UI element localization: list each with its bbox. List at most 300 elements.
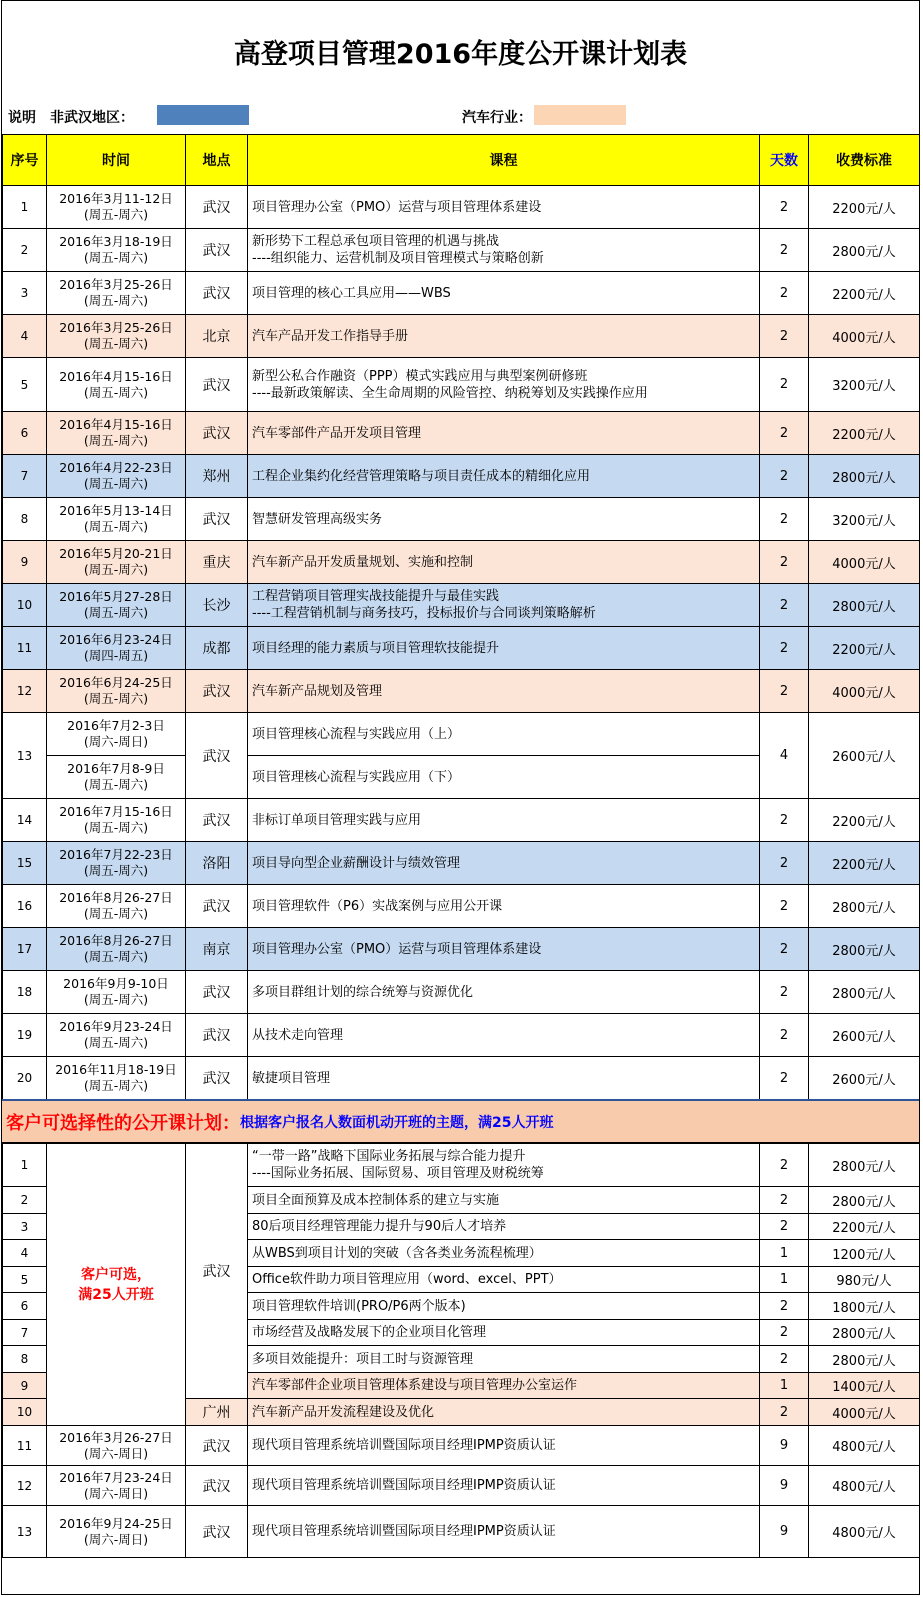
- row-course: [248, 1320, 760, 1346]
- table-row: [3, 1506, 920, 1558]
- row-course: [248, 498, 760, 541]
- row-time: [47, 186, 186, 229]
- row-course-title: 汽车新产品开发流程建设及优化: [252, 1404, 435, 1420]
- row-time-weekdays: (周五-周六): [83, 384, 149, 400]
- table-row: [3, 928, 920, 971]
- row-time-weekdays: (周五-周六): [83, 1035, 149, 1050]
- row-location: 武汉: [186, 1426, 248, 1466]
- row-no: 3: [3, 1214, 47, 1240]
- row-location: 武汉: [186, 799, 248, 842]
- row-fee: 2800元/人: [809, 1320, 920, 1346]
- row-time: [47, 358, 186, 412]
- row-course-title: Office软件助力项目管理应用（word、excel、PPT）: [252, 1272, 562, 1287]
- row-course-title: 工程企业集约化经营管理策略与项目责任成本的精细化应用: [252, 468, 591, 484]
- row-location: 南京: [186, 928, 248, 971]
- header-location: 地点: [186, 135, 248, 186]
- table-row: [3, 1466, 920, 1506]
- row-fee: 4000元/人: [809, 541, 920, 584]
- row-course-subtitle: ----工程营销机制与商务技巧，投标报价与合同谈判策略解析: [252, 606, 596, 621]
- row-location: 郑州: [186, 455, 248, 498]
- table-row: [3, 186, 920, 229]
- row-course-title: 项目管理办公室（PMO）运营与项目管理体系建设: [252, 941, 542, 957]
- row-course-title: 新型公私合作融资（PPP）模式实践应用与典型案例研修班: [252, 368, 588, 384]
- row-days: 2: [760, 842, 809, 885]
- row-time-dates: 2016年9月9-10日: [63, 976, 169, 991]
- row-course: [248, 799, 760, 842]
- row-fee: 2600元/人: [809, 713, 920, 799]
- table-row: [3, 1144, 920, 1187]
- row-no: 5: [3, 1267, 47, 1293]
- row-no: 5: [3, 358, 47, 412]
- row-days: 2: [760, 885, 809, 928]
- row-days: 2: [760, 1399, 809, 1426]
- row-no: 2: [3, 1187, 47, 1214]
- main-schedule-table: [2, 134, 920, 1100]
- row-fee: 4800元/人: [809, 1466, 920, 1506]
- row-course: 现代项目管理系统培训暨国际项目经理IPMP资质认证: [248, 1426, 760, 1466]
- row-time-dates: 2016年4月22-23日: [59, 460, 173, 475]
- row-no: 9: [3, 541, 47, 584]
- row-time: [47, 756, 186, 799]
- row-time-weekdays: (周五-周六): [83, 336, 149, 351]
- row-days: 2: [760, 928, 809, 971]
- row-course-title: 汽车新产品规划及管理: [252, 683, 383, 699]
- row-no: 14: [3, 799, 47, 842]
- row-time-dates: 2016年7月8-9日: [67, 761, 165, 776]
- row-location: 武汉: [186, 498, 248, 541]
- row-fee: 2200元/人: [809, 412, 920, 455]
- row-time-weekdays: (周四-周五): [83, 648, 149, 663]
- table-row: [3, 627, 920, 670]
- row-time: [47, 670, 186, 713]
- row-no: 19: [3, 1014, 47, 1057]
- row-time: [47, 455, 186, 498]
- row-fee: 4000元/人: [809, 1399, 920, 1426]
- row-course-title: 汽车零部件产品开发项目管理: [252, 425, 422, 441]
- row-no: 13: [3, 1506, 47, 1558]
- row-time-weekdays: (周五-周六): [83, 519, 149, 534]
- row-fee: 1400元/人: [809, 1373, 920, 1399]
- row-fee: 4000元/人: [809, 315, 920, 358]
- row-time-dates: 2016年4月15-16日: [59, 368, 173, 384]
- row-location: 武汉: [186, 186, 248, 229]
- row-days: 2: [760, 1214, 809, 1240]
- row-time: [47, 1014, 186, 1057]
- row-no: 7: [3, 1320, 47, 1346]
- row-no: 6: [3, 1293, 47, 1320]
- row-no: 11: [3, 1426, 47, 1466]
- row-days: 2: [760, 670, 809, 713]
- page-title: 高登项目管理2016年度公开课计划表: [233, 38, 688, 70]
- row-course-title: “一带一路”战略下国际业务拓展与综合能力提升: [252, 1149, 526, 1164]
- row-no: 17: [3, 928, 47, 971]
- row-time-dates: 2016年9月24-25日: [59, 1515, 173, 1531]
- row-days: 2: [760, 229, 809, 272]
- table-row: [3, 1057, 920, 1100]
- row-course: [248, 842, 760, 885]
- optional-note: [47, 1265, 185, 1305]
- row-course-subtitle: ----组织能力、运营机制及项目管理模式与策略创新: [252, 251, 544, 266]
- row-time-weekdays: (周五-周六): [83, 562, 149, 577]
- table-row: [3, 272, 920, 315]
- row-days: 9: [760, 1466, 809, 1506]
- optional-note-cell: [47, 1144, 186, 1426]
- row-location: 广州: [186, 1399, 248, 1426]
- row-days: 1: [760, 1240, 809, 1267]
- row-course: [248, 1240, 760, 1267]
- row-course: [248, 584, 760, 627]
- row-fee: 2200元/人: [809, 186, 920, 229]
- row-course: [248, 885, 760, 928]
- optional-note-line2: 满25人开班: [78, 1286, 154, 1303]
- row-time-dates: 2016年6月23-24日: [59, 632, 173, 647]
- row-time: [47, 272, 186, 315]
- row-time-weekdays: (周五-周六): [83, 250, 149, 265]
- table-row: [3, 713, 920, 756]
- table-row: [3, 541, 920, 584]
- row-time-weekdays: (周五-周六): [83, 691, 149, 706]
- row-time: [47, 885, 186, 928]
- row-course-subtitle: ----国际业务拓展、国际贸易、项目管理及财税统筹: [252, 1166, 544, 1181]
- schedule-sheet: [1, 0, 920, 1595]
- row-time-dates: 2016年3月25-26日: [59, 320, 173, 335]
- row-time-weekdays: (周六-周日): [83, 1445, 149, 1461]
- row-course: [248, 928, 760, 971]
- table-row: [3, 799, 920, 842]
- optional-section-title: 客户可选择性的公开课计划：: [6, 1112, 240, 1134]
- row-course-title: 工程营销项目管理实战技能提升与最佳实践: [252, 589, 500, 604]
- row-no: 8: [3, 1346, 47, 1373]
- row-location: 武汉: [186, 1057, 248, 1100]
- row-days: 2: [760, 627, 809, 670]
- row-days: 2: [760, 315, 809, 358]
- row-time: [47, 1466, 186, 1506]
- table-row: [3, 498, 920, 541]
- row-time: [47, 412, 186, 455]
- row-course-title: 项目导向型企业薪酬设计与绩效管理: [252, 855, 461, 871]
- row-time-weekdays: (周五-周六): [83, 949, 149, 964]
- legend-non-wuhan-label: 非武汉地区：: [50, 110, 134, 126]
- row-time-weekdays: (周五-周六): [83, 433, 149, 448]
- row-days: 1: [760, 1373, 809, 1399]
- row-course: [248, 1346, 760, 1373]
- row-time: [47, 541, 186, 584]
- row-fee: 2200元/人: [809, 627, 920, 670]
- row-location: 武汉: [186, 885, 248, 928]
- row-time-dates: 2016年5月20-21日: [59, 546, 173, 561]
- row-days: 1: [760, 1267, 809, 1293]
- row-course-title: 从WBS到项目计划的突破（含各类业务流程梳理）: [252, 1245, 542, 1261]
- row-location: 成都: [186, 627, 248, 670]
- row-fee: 2600元/人: [809, 1057, 920, 1100]
- row-time-dates: 2016年3月11-12日: [59, 191, 173, 206]
- row-course: [248, 1014, 760, 1057]
- row-fee: 2800元/人: [809, 1346, 920, 1373]
- row-course: 项目管理核心流程与实践应用（上）: [248, 713, 760, 756]
- row-no: 1: [3, 186, 47, 229]
- row-course: [248, 1214, 760, 1240]
- row-time-weekdays: (周六-周日): [83, 734, 149, 749]
- row-time-weekdays: (周五-周六): [83, 992, 149, 1007]
- row-no: 18: [3, 971, 47, 1014]
- optional-section-banner: [2, 1099, 919, 1143]
- row-time-dates: 2016年3月25-26日: [59, 277, 173, 292]
- row-time-weekdays: (周五-周六): [83, 1078, 149, 1093]
- row-course: 现代项目管理系统培训暨国际项目经理IPMP资质认证: [248, 1466, 760, 1506]
- row-days: 2: [760, 186, 809, 229]
- row-no: 1: [3, 1144, 47, 1187]
- row-days: 2: [760, 1293, 809, 1320]
- row-fee: 1800元/人: [809, 1293, 920, 1320]
- row-no: 16: [3, 885, 47, 928]
- row-time: [47, 1506, 186, 1558]
- header-time: 时间: [47, 135, 186, 186]
- row-course: [248, 229, 760, 272]
- row-course-title: 新形势下工程总承包项目管理的机遇与挑战: [252, 234, 500, 249]
- row-course-subtitle: ----最新政策解读、全生命周期的风险管控、纳税筹划及实践操作应用: [252, 385, 648, 401]
- row-days: 2: [760, 1144, 809, 1187]
- row-time-dates: 2016年8月26-27日: [59, 890, 173, 905]
- table-row: [3, 315, 920, 358]
- row-course-title: 智慧研发管理高级实务: [252, 511, 383, 527]
- row-course-title: 汽车新产品开发质量规划、实施和控制: [252, 554, 474, 570]
- row-location: 武汉: [186, 670, 248, 713]
- row-no: 15: [3, 842, 47, 885]
- row-no: 13: [3, 713, 47, 799]
- row-days: 2: [760, 1346, 809, 1373]
- row-location: 武汉: [186, 229, 248, 272]
- row-course: [248, 315, 760, 358]
- row-fee: 3200元/人: [809, 498, 920, 541]
- row-fee: 4800元/人: [809, 1506, 920, 1558]
- row-location: 武汉: [186, 971, 248, 1014]
- row-location: 重庆: [186, 541, 248, 584]
- row-time-weekdays: (周五-周六): [83, 777, 149, 792]
- row-days: 2: [760, 584, 809, 627]
- row-time-dates: 2016年7月15-16日: [59, 804, 173, 819]
- row-time-dates: 2016年5月27-28日: [59, 589, 173, 604]
- row-fee: 2800元/人: [809, 971, 920, 1014]
- row-location: 洛阳: [186, 842, 248, 885]
- row-no: 12: [3, 1466, 47, 1506]
- row-time-dates: 2016年5月13-14日: [59, 503, 173, 518]
- row-course: 项目管理核心流程与实践应用（下）: [248, 756, 760, 799]
- row-fee: 2200元/人: [809, 1214, 920, 1240]
- table-row: [3, 1014, 920, 1057]
- row-location: 北京: [186, 315, 248, 358]
- row-fee: 2200元/人: [809, 842, 920, 885]
- row-course: [248, 627, 760, 670]
- row-fee: 4000元/人: [809, 670, 920, 713]
- row-course-title: 项目管理的核心工具应用——WBS: [252, 285, 451, 301]
- row-days: 2: [760, 272, 809, 315]
- row-days: 9: [760, 1426, 809, 1466]
- row-course-title: 从技术走向管理: [252, 1027, 344, 1043]
- row-time-weekdays: (周六-周日): [83, 1531, 149, 1547]
- row-course-title: 项目管理软件（P6）实战案例与应用公开课: [252, 898, 503, 914]
- row-fee: 2800元/人: [809, 455, 920, 498]
- row-fee: 2800元/人: [809, 584, 920, 627]
- row-fee: 1200元/人: [809, 1240, 920, 1267]
- row-time-weekdays: (周六-周日): [83, 1485, 149, 1501]
- row-course-title: 项目经理的能力素质与项目管理软技能提升: [252, 640, 500, 656]
- table-row: [3, 584, 920, 627]
- row-course-title: 非标订单项目管理实践与应用: [252, 812, 422, 828]
- row-course-title: 项目管理办公室（PMO）运营与项目管理体系建设: [252, 199, 542, 215]
- row-course-title: 项目管理软件培训(PRO/P6两个版本): [252, 1298, 466, 1314]
- row-no: 4: [3, 315, 47, 358]
- row-course: [248, 1144, 760, 1187]
- row-course: [248, 412, 760, 455]
- row-course: [248, 1293, 760, 1320]
- row-time-weekdays: (周五-周六): [83, 820, 149, 835]
- row-course-title: 项目全面预算及成本控制体系的建立与实施: [252, 1192, 500, 1208]
- row-course: [248, 272, 760, 315]
- row-fee: 2200元/人: [809, 272, 920, 315]
- row-course-title: 汽车零部件企业项目管理体系建设与项目管理办公室运作: [252, 1378, 578, 1393]
- legend-auto-swatch: [534, 105, 626, 125]
- table-row: [3, 358, 920, 412]
- row-course: [248, 1187, 760, 1214]
- table-row: [3, 842, 920, 885]
- row-days: 2: [760, 799, 809, 842]
- header-no: 序号: [3, 135, 47, 186]
- row-no: 2: [3, 229, 47, 272]
- row-days: 2: [760, 971, 809, 1014]
- row-time: [47, 498, 186, 541]
- row-no: 10: [3, 584, 47, 627]
- row-time-dates: 2016年3月26-27日: [59, 1429, 173, 1445]
- row-time-weekdays: (周五-周六): [83, 293, 149, 308]
- row-days: 4: [760, 713, 809, 799]
- row-time: [47, 1426, 186, 1466]
- row-course: [248, 1373, 760, 1399]
- row-location: 武汉: [186, 1506, 248, 1558]
- row-time: [47, 315, 186, 358]
- row-course: [248, 1399, 760, 1426]
- row-fee: 3200元/人: [809, 358, 920, 412]
- row-course-title: 80后项目经理管理能力提升与90后人才培养: [252, 1219, 507, 1234]
- row-time: [47, 713, 186, 756]
- row-days: 2: [760, 1320, 809, 1346]
- row-time-weekdays: (周五-周六): [83, 605, 149, 620]
- row-course: 现代项目管理系统培训暨国际项目经理IPMP资质认证: [248, 1506, 760, 1558]
- row-location: 长沙: [186, 584, 248, 627]
- row-time-dates: 2016年11月18-19日: [55, 1062, 177, 1077]
- row-course: [248, 358, 760, 412]
- row-days: 2: [760, 498, 809, 541]
- row-days: 2: [760, 412, 809, 455]
- row-time-weekdays: (周五-周六): [83, 207, 149, 222]
- row-location: 武汉: [186, 358, 248, 412]
- row-course: [248, 1057, 760, 1100]
- row-time-dates: 2016年3月18-19日: [59, 234, 173, 249]
- table-row: [3, 670, 920, 713]
- row-time: [47, 584, 186, 627]
- row-course: [248, 541, 760, 584]
- row-location: 武汉: [186, 272, 248, 315]
- row-days: 2: [760, 1014, 809, 1057]
- row-no: 9: [3, 1373, 47, 1399]
- row-days: 9: [760, 1506, 809, 1558]
- row-fee: 2800元/人: [809, 885, 920, 928]
- row-time: [47, 971, 186, 1014]
- row-time: [47, 627, 186, 670]
- row-course-title: 汽车产品开发工作指导手册: [252, 328, 409, 344]
- row-time-dates: 2016年7月22-23日: [59, 847, 173, 862]
- row-time-dates: 2016年7月2-3日: [67, 718, 165, 733]
- row-time-dates: 2016年9月23-24日: [59, 1019, 173, 1034]
- header-fee: 收费标准: [809, 135, 920, 186]
- row-time-weekdays: (周五-周六): [83, 476, 149, 491]
- row-time: [47, 928, 186, 971]
- row-time: [47, 799, 186, 842]
- header-course: 课程: [248, 135, 760, 186]
- row-fee: 2800元/人: [809, 928, 920, 971]
- row-no: 6: [3, 412, 47, 455]
- row-location: 武汉: [186, 1144, 248, 1399]
- row-fee: 4800元/人: [809, 1426, 920, 1466]
- row-fee: 2800元/人: [809, 1187, 920, 1214]
- table-row: [3, 229, 920, 272]
- table-row: [3, 971, 920, 1014]
- row-days: 2: [760, 1057, 809, 1100]
- row-no: 20: [3, 1057, 47, 1100]
- table-header: [3, 135, 920, 186]
- row-no: 11: [3, 627, 47, 670]
- row-location: 武汉: [186, 1466, 248, 1506]
- row-fee: 2600元/人: [809, 1014, 920, 1057]
- legend-non-wuhan-swatch: [157, 105, 249, 125]
- row-course-title: 市场经营及战略发展下的企业项目化管理: [252, 1325, 487, 1340]
- row-time-weekdays: (周五-周六): [83, 863, 149, 878]
- row-location: 武汉: [186, 713, 248, 799]
- legend-label: 说明: [8, 110, 36, 126]
- row-location: 武汉: [186, 1014, 248, 1057]
- row-location: 武汉: [186, 412, 248, 455]
- row-fee: 2800元/人: [809, 1144, 920, 1187]
- header-days: 天数: [760, 135, 809, 186]
- row-no: 3: [3, 272, 47, 315]
- table-row: [3, 412, 920, 455]
- row-no: 7: [3, 455, 47, 498]
- row-course-title: 多项目群组计划的综合统筹与资源优化: [252, 984, 474, 1000]
- table-row: [3, 885, 920, 928]
- row-no: 12: [3, 670, 47, 713]
- row-course-title: 敏捷项目管理: [252, 1070, 331, 1086]
- row-course: [248, 971, 760, 1014]
- table-row: [3, 455, 920, 498]
- row-no: 10: [3, 1399, 47, 1426]
- row-course: [248, 670, 760, 713]
- row-fee: 2200元/人: [809, 799, 920, 842]
- row-fee: 980元/人: [809, 1267, 920, 1293]
- row-fee: 2800元/人: [809, 229, 920, 272]
- row-time-dates: 2016年8月26-27日: [59, 933, 173, 948]
- row-time: [47, 229, 186, 272]
- row-time-dates: 2016年4月15-16日: [59, 417, 173, 432]
- optional-note-line1: 客户可选，: [81, 1266, 151, 1283]
- row-days: 2: [760, 1187, 809, 1214]
- row-time-dates: 2016年6月24-25日: [59, 675, 173, 690]
- optional-section-subtitle: 根据客户报名人数面机动开班的主题，满25人开班: [240, 1114, 554, 1131]
- row-course: [248, 455, 760, 498]
- legend-auto-label: 汽车行业：: [462, 110, 532, 126]
- row-time-weekdays: (周五-周六): [83, 906, 149, 921]
- row-course: [248, 1267, 760, 1293]
- row-days: 2: [760, 541, 809, 584]
- row-time: [47, 842, 186, 885]
